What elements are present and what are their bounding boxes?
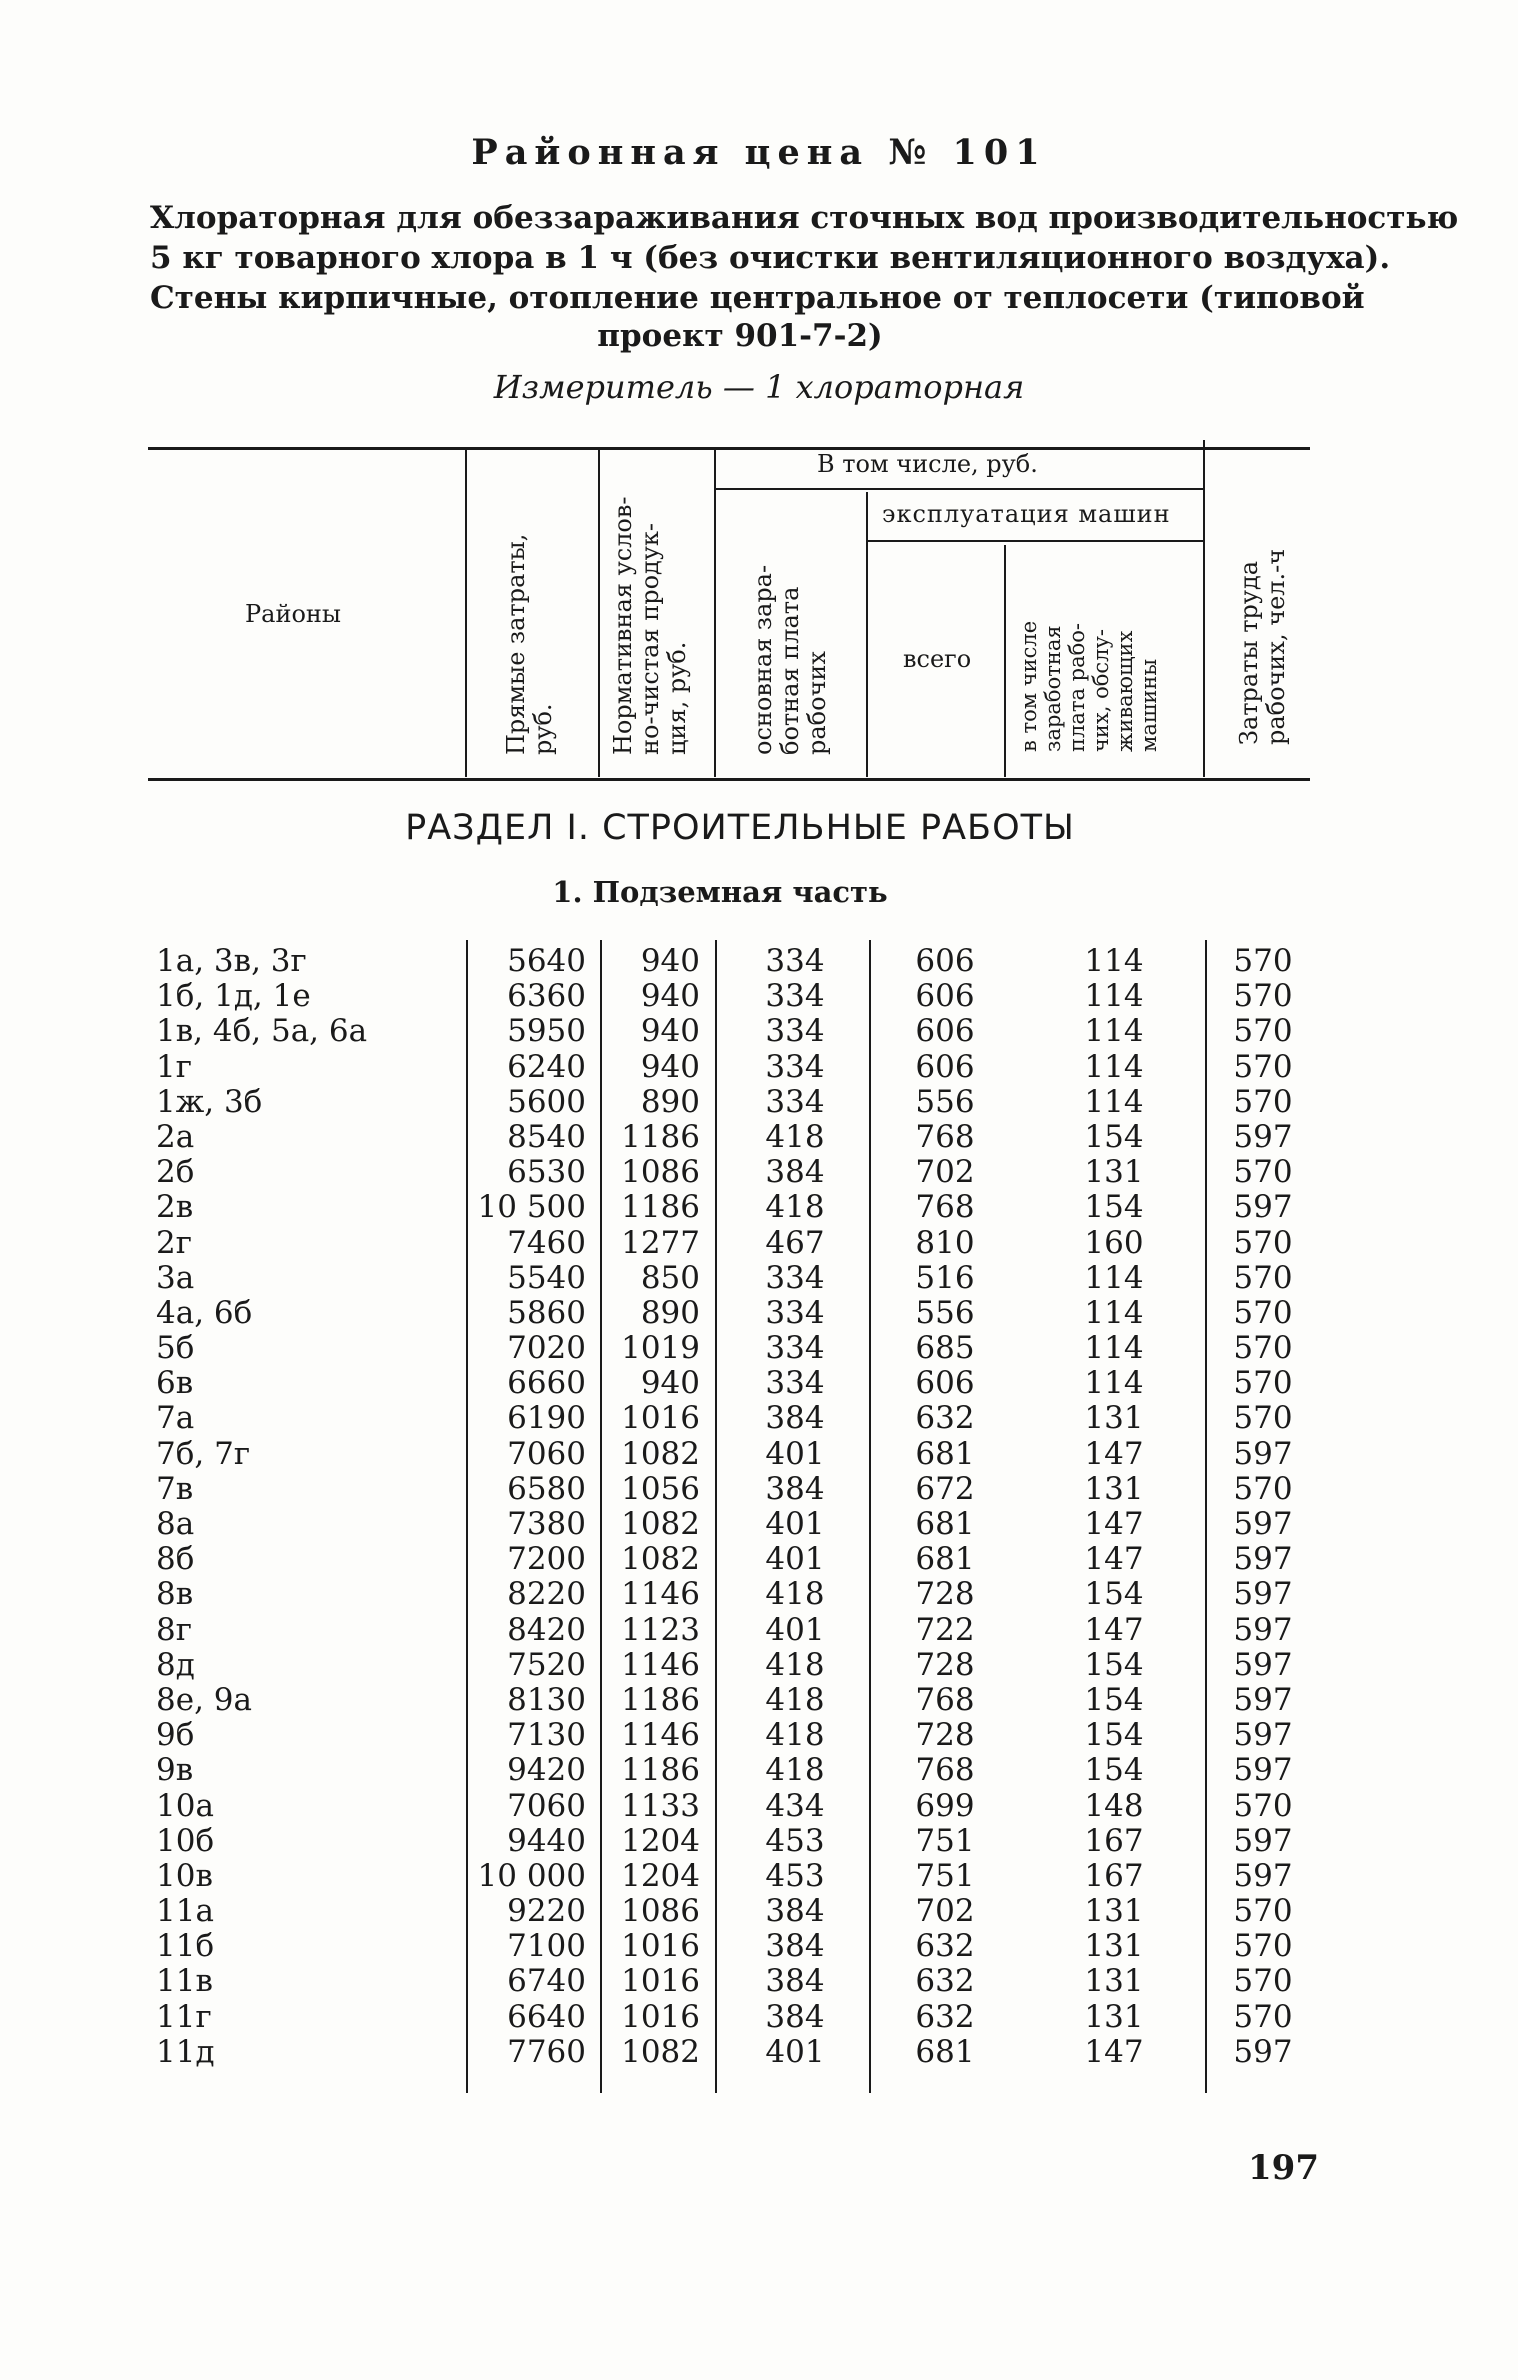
value-cell: 147 <box>1084 1611 1144 1648</box>
region-cell: 1ж, 3б <box>156 1083 263 1120</box>
title-line-2: 5 кг товарного хлора в 1 ч (без очистки вентиляционного воздуха). <box>150 240 1391 276</box>
table-row <box>0 1964 1518 1999</box>
value-cell: 570 <box>1233 1365 1293 1402</box>
value-cell: 1146 <box>621 1576 700 1613</box>
value-cell: 334 <box>765 1365 825 1402</box>
value-cell: 940 <box>640 978 700 1015</box>
table-row <box>0 1226 1518 1261</box>
table-row <box>0 2035 1518 2070</box>
value-cell: 401 <box>765 2033 825 2070</box>
value-cell: 114 <box>1084 1365 1144 1402</box>
value-cell: 570 <box>1233 1470 1293 1507</box>
column-header-regions: Районы <box>245 600 341 628</box>
value-cell: 7060 <box>507 1787 586 1824</box>
region-cell: 8г <box>156 1611 192 1648</box>
table-row <box>0 1190 1518 1225</box>
value-cell: 154 <box>1084 1118 1144 1155</box>
value-cell: 154 <box>1084 1189 1144 1226</box>
value-cell: 1186 <box>621 1118 700 1155</box>
table-row <box>0 1296 1518 1331</box>
region-cell: 8д <box>156 1646 195 1683</box>
table-row <box>0 1401 1518 1436</box>
value-cell: 597 <box>1233 1611 1293 1648</box>
value-cell: 681 <box>915 1435 975 1472</box>
value-cell: 570 <box>1233 1013 1293 1050</box>
value-cell: 6580 <box>507 1470 586 1507</box>
value-cell: 6660 <box>507 1365 586 1402</box>
table-row <box>0 1648 1518 1683</box>
header-divider <box>1004 545 1006 777</box>
value-cell: 418 <box>765 1189 825 1226</box>
region-cell: 9б <box>156 1717 195 1754</box>
value-cell: 7760 <box>507 2033 586 2070</box>
value-cell: 1186 <box>621 1752 700 1789</box>
value-cell: 9440 <box>507 1822 586 1859</box>
value-cell: 890 <box>640 1083 700 1120</box>
value-cell: 570 <box>1233 1330 1293 1367</box>
value-cell: 570 <box>1233 1400 1293 1437</box>
value-cell: 1082 <box>621 2033 700 2070</box>
value-cell: 154 <box>1084 1646 1144 1683</box>
group-header-machine-operation: эксплуатация машин <box>882 500 1171 528</box>
value-cell: 7460 <box>507 1224 586 1261</box>
value-cell: 1019 <box>621 1330 700 1367</box>
section-title: РАЗДЕЛ I. СТРОИТЕЛЬНЫЕ РАБОТЫ <box>405 808 1075 848</box>
table-row <box>0 1859 1518 1894</box>
region-cell: 8е, 9а <box>156 1681 252 1718</box>
value-cell: 7100 <box>507 1928 586 1965</box>
table-row <box>0 1331 1518 1366</box>
value-cell: 606 <box>915 1013 975 1050</box>
table-row <box>0 1085 1518 1120</box>
value-cell: 453 <box>765 1857 825 1894</box>
region-cell: 7а <box>156 1400 195 1437</box>
value-cell: 114 <box>1084 1330 1144 1367</box>
value-cell: 606 <box>915 1365 975 1402</box>
table-row <box>0 1507 1518 1542</box>
table-row <box>0 1929 1518 1964</box>
value-cell: 6190 <box>507 1400 586 1437</box>
value-cell: 597 <box>1233 1857 1293 1894</box>
value-cell: 5950 <box>507 1013 586 1050</box>
region-cell: 1в, 4б, 5а, 6а <box>156 1013 368 1050</box>
value-cell: 384 <box>765 1963 825 2000</box>
value-cell: 8130 <box>507 1681 586 1718</box>
value-cell: 597 <box>1233 2033 1293 2070</box>
table-row <box>0 1120 1518 1155</box>
value-cell: 6240 <box>507 1048 586 1085</box>
value-cell: 418 <box>765 1752 825 1789</box>
value-cell: 154 <box>1084 1752 1144 1789</box>
value-cell: 114 <box>1084 1013 1144 1050</box>
value-cell: 597 <box>1233 1118 1293 1155</box>
region-cell: 11д <box>156 2033 215 2070</box>
region-cell: 2б <box>156 1154 195 1191</box>
column-header-labor: Затраты труда рабочих, чел.-ч <box>1235 548 1290 745</box>
region-cell: 7б, 7г <box>156 1435 251 1472</box>
value-cell: 768 <box>915 1681 975 1718</box>
value-cell: 681 <box>915 1541 975 1578</box>
value-cell: 114 <box>1084 943 1144 979</box>
table-row <box>0 2000 1518 2035</box>
value-cell: 418 <box>765 1646 825 1683</box>
value-cell: 597 <box>1233 1752 1293 1789</box>
value-cell: 401 <box>765 1611 825 1648</box>
table-row <box>0 1613 1518 1648</box>
region-cell: 8а <box>156 1506 195 1542</box>
value-cell: 1086 <box>621 1893 700 1930</box>
column-header-machine-wages: в том числе заработная плата рабо- чих, обслу- живающих машины <box>1017 620 1161 752</box>
value-cell: 570 <box>1233 1048 1293 1085</box>
value-cell: 7380 <box>507 1506 586 1542</box>
value-cell: 384 <box>765 1470 825 1507</box>
value-cell: 1082 <box>621 1506 700 1542</box>
value-cell: 556 <box>915 1083 975 1120</box>
value-cell: 606 <box>915 1048 975 1085</box>
table-row <box>0 1542 1518 1577</box>
value-cell: 401 <box>765 1506 825 1542</box>
value-cell: 1186 <box>621 1189 700 1226</box>
value-cell: 148 <box>1084 1787 1144 1824</box>
value-cell: 850 <box>640 1259 700 1296</box>
value-cell: 570 <box>1233 1998 1293 2035</box>
table-row <box>0 1050 1518 1085</box>
value-cell: 570 <box>1233 1083 1293 1120</box>
table-row <box>0 1014 1518 1049</box>
value-cell: 131 <box>1084 1893 1144 1930</box>
value-cell: 699 <box>915 1787 975 1824</box>
value-cell: 131 <box>1084 1154 1144 1191</box>
value-cell: 606 <box>915 978 975 1015</box>
table-row <box>0 1753 1518 1788</box>
value-cell: 384 <box>765 1893 825 1930</box>
value-cell: 384 <box>765 1400 825 1437</box>
value-cell: 570 <box>1233 943 1293 979</box>
value-cell: 597 <box>1233 1717 1293 1754</box>
value-cell: 384 <box>765 1154 825 1191</box>
value-cell: 597 <box>1233 1506 1293 1542</box>
column-header-normative-output: Нормативная услов- но-чистая продук- ция, руб. <box>609 496 691 755</box>
table-row <box>0 1789 1518 1824</box>
value-cell: 5640 <box>507 943 586 979</box>
value-cell: 167 <box>1084 1857 1144 1894</box>
value-cell: 728 <box>915 1576 975 1613</box>
value-cell: 418 <box>765 1118 825 1155</box>
value-cell: 751 <box>915 1857 975 1894</box>
value-cell: 7060 <box>507 1435 586 1472</box>
value-cell: 10 500 <box>477 1189 586 1226</box>
value-cell: 6640 <box>507 1998 586 2035</box>
value-cell: 597 <box>1233 1435 1293 1472</box>
value-cell: 597 <box>1233 1822 1293 1859</box>
table-row <box>0 1155 1518 1190</box>
value-cell: 1204 <box>621 1857 700 1894</box>
value-cell: 810 <box>915 1224 975 1261</box>
value-cell: 940 <box>640 1365 700 1402</box>
value-cell: 334 <box>765 1330 825 1367</box>
page-number: 197 <box>1248 2148 1319 2188</box>
value-cell: 160 <box>1084 1224 1144 1261</box>
title-line-3: Стены кирпичные, отопление центральное от теплосети (типовой <box>150 280 1365 316</box>
value-cell: 334 <box>765 1013 825 1050</box>
value-cell: 7130 <box>507 1717 586 1754</box>
value-cell: 131 <box>1084 1998 1144 2035</box>
value-cell: 570 <box>1233 1893 1293 1930</box>
value-cell: 1016 <box>621 1998 700 2035</box>
value-cell: 131 <box>1084 1928 1144 1965</box>
value-cell: 114 <box>1084 1048 1144 1085</box>
value-cell: 384 <box>765 1998 825 2035</box>
header-subrule <box>714 488 1203 490</box>
table-row <box>0 1894 1518 1929</box>
value-cell: 632 <box>915 1963 975 2000</box>
region-cell: 3а <box>156 1259 195 1296</box>
group-header-including: В том числе, руб. <box>817 450 1038 478</box>
value-cell: 702 <box>915 1154 975 1191</box>
region-cell: 1а, 3в, 3г <box>156 943 307 979</box>
value-cell: 147 <box>1084 1541 1144 1578</box>
table-row <box>0 1437 1518 1472</box>
column-header-direct-costs: Прямые затраты, руб. <box>502 533 557 755</box>
value-cell: 516 <box>915 1259 975 1296</box>
measure-unit: Измеритель — 1 хлораторная <box>493 368 1025 406</box>
header-divider <box>598 447 600 777</box>
value-cell: 7520 <box>507 1646 586 1683</box>
value-cell: 632 <box>915 1400 975 1437</box>
table-row <box>0 1683 1518 1718</box>
value-cell: 418 <box>765 1681 825 1718</box>
value-cell: 131 <box>1084 1963 1144 2000</box>
header-top-rule <box>148 447 1310 450</box>
price-heading: Районная цена № 101 <box>471 132 1047 173</box>
value-cell: 570 <box>1233 1294 1293 1331</box>
value-cell: 728 <box>915 1646 975 1683</box>
subsection-title: 1. Подземная часть <box>552 875 888 909</box>
value-cell: 384 <box>765 1928 825 1965</box>
value-cell: 570 <box>1233 1224 1293 1261</box>
value-cell: 418 <box>765 1717 825 1754</box>
header-bottom-rule <box>148 778 1310 781</box>
value-cell: 1277 <box>621 1224 700 1261</box>
value-cell: 147 <box>1084 1506 1144 1542</box>
value-cell: 890 <box>640 1294 700 1331</box>
value-cell: 1186 <box>621 1681 700 1718</box>
price-table-body <box>0 944 1518 2070</box>
value-cell: 606 <box>915 943 975 979</box>
value-cell: 334 <box>765 978 825 1015</box>
value-cell: 418 <box>765 1576 825 1613</box>
value-cell: 1146 <box>621 1717 700 1754</box>
value-cell: 702 <box>915 1893 975 1930</box>
table-row <box>0 1718 1518 1753</box>
value-cell: 728 <box>915 1717 975 1754</box>
value-cell: 681 <box>915 2033 975 2070</box>
value-cell: 154 <box>1084 1576 1144 1613</box>
value-cell: 1204 <box>621 1822 700 1859</box>
title-line-1: Хлораторная для обеззараживания сточных вод производительностью <box>150 200 1459 236</box>
region-cell: 11в <box>156 1963 213 2000</box>
region-cell: 1г <box>156 1048 192 1085</box>
header-divider <box>465 447 467 777</box>
header-divider <box>866 492 868 777</box>
value-cell: 334 <box>765 943 825 979</box>
table-row <box>0 1366 1518 1401</box>
value-cell: 114 <box>1084 1083 1144 1120</box>
value-cell: 570 <box>1233 1928 1293 1965</box>
value-cell: 334 <box>765 1259 825 1296</box>
value-cell: 1016 <box>621 1928 700 1965</box>
value-cell: 8220 <box>507 1576 586 1613</box>
value-cell: 597 <box>1233 1189 1293 1226</box>
value-cell: 597 <box>1233 1646 1293 1683</box>
value-cell: 5600 <box>507 1083 586 1120</box>
value-cell: 434 <box>765 1787 825 1824</box>
value-cell: 147 <box>1084 1435 1144 1472</box>
table-row <box>0 944 1518 979</box>
value-cell: 1133 <box>621 1787 700 1824</box>
column-header-base-wages: основная зара- ботная плата рабочих <box>749 564 831 755</box>
value-cell: 8540 <box>507 1118 586 1155</box>
value-cell: 1056 <box>621 1470 700 1507</box>
region-cell: 10в <box>156 1857 213 1894</box>
value-cell: 9220 <box>507 1893 586 1930</box>
value-cell: 570 <box>1233 1787 1293 1824</box>
value-cell: 401 <box>765 1541 825 1578</box>
region-cell: 4а, 6б <box>156 1294 253 1331</box>
table-row <box>0 1824 1518 1859</box>
value-cell: 768 <box>915 1118 975 1155</box>
value-cell: 114 <box>1084 1259 1144 1296</box>
region-cell: 7в <box>156 1470 194 1507</box>
value-cell: 167 <box>1084 1822 1144 1859</box>
value-cell: 131 <box>1084 1400 1144 1437</box>
region-cell: 5б <box>156 1330 195 1367</box>
value-cell: 1016 <box>621 1400 700 1437</box>
region-cell: 10б <box>156 1822 215 1859</box>
table-row <box>0 979 1518 1014</box>
region-cell: 8в <box>156 1576 194 1613</box>
value-cell: 131 <box>1084 1470 1144 1507</box>
value-cell: 147 <box>1084 2033 1144 2070</box>
region-cell: 1б, 1д, 1е <box>156 978 311 1015</box>
value-cell: 632 <box>915 1998 975 2035</box>
region-cell: 11а <box>156 1893 214 1930</box>
value-cell: 751 <box>915 1822 975 1859</box>
value-cell: 5540 <box>507 1259 586 1296</box>
value-cell: 114 <box>1084 1294 1144 1331</box>
value-cell: 1082 <box>621 1435 700 1472</box>
value-cell: 154 <box>1084 1681 1144 1718</box>
value-cell: 632 <box>915 1928 975 1965</box>
value-cell: 5860 <box>507 1294 586 1331</box>
region-cell: 11г <box>156 1998 212 2035</box>
region-cell: 10а <box>156 1787 214 1824</box>
value-cell: 1016 <box>621 1963 700 2000</box>
value-cell: 940 <box>640 1013 700 1050</box>
value-cell: 1086 <box>621 1154 700 1191</box>
region-cell: 2в <box>156 1189 194 1226</box>
value-cell: 114 <box>1084 978 1144 1015</box>
table-row <box>0 1472 1518 1507</box>
value-cell: 8420 <box>507 1611 586 1648</box>
value-cell: 570 <box>1233 978 1293 1015</box>
value-cell: 334 <box>765 1048 825 1085</box>
region-cell: 8б <box>156 1541 195 1578</box>
value-cell: 570 <box>1233 1259 1293 1296</box>
value-cell: 556 <box>915 1294 975 1331</box>
value-cell: 334 <box>765 1083 825 1120</box>
title-line-4: проект 901-7-2) <box>597 318 883 354</box>
value-cell: 722 <box>915 1611 975 1648</box>
header-subrule <box>866 540 1203 542</box>
value-cell: 597 <box>1233 1681 1293 1718</box>
value-cell: 597 <box>1233 1541 1293 1578</box>
value-cell: 7020 <box>507 1330 586 1367</box>
value-cell: 685 <box>915 1330 975 1367</box>
table-row <box>0 1577 1518 1612</box>
value-cell: 7200 <box>507 1541 586 1578</box>
value-cell: 6530 <box>507 1154 586 1191</box>
header-divider <box>1203 440 1205 777</box>
value-cell: 570 <box>1233 1154 1293 1191</box>
region-cell: 9в <box>156 1752 194 1789</box>
value-cell: 940 <box>640 1048 700 1085</box>
value-cell: 334 <box>765 1294 825 1331</box>
region-cell: 6в <box>156 1365 194 1402</box>
value-cell: 597 <box>1233 1576 1293 1613</box>
value-cell: 453 <box>765 1822 825 1859</box>
region-cell: 11б <box>156 1928 215 1965</box>
value-cell: 1146 <box>621 1646 700 1683</box>
value-cell: 681 <box>915 1506 975 1542</box>
region-cell: 2а <box>156 1118 195 1155</box>
value-cell: 940 <box>640 943 700 979</box>
value-cell: 672 <box>915 1470 975 1507</box>
value-cell: 154 <box>1084 1717 1144 1754</box>
column-header-total: всего <box>903 645 972 673</box>
value-cell: 6360 <box>507 978 586 1015</box>
value-cell: 768 <box>915 1752 975 1789</box>
value-cell: 6740 <box>507 1963 586 2000</box>
value-cell: 10 000 <box>477 1857 586 1894</box>
value-cell: 768 <box>915 1189 975 1226</box>
value-cell: 9420 <box>507 1752 586 1789</box>
value-cell: 1123 <box>621 1611 700 1648</box>
value-cell: 401 <box>765 1435 825 1472</box>
table-row <box>0 1261 1518 1296</box>
value-cell: 570 <box>1233 1963 1293 2000</box>
region-cell: 2г <box>156 1224 192 1261</box>
value-cell: 467 <box>765 1224 825 1261</box>
header-divider <box>714 447 716 777</box>
value-cell: 1082 <box>621 1541 700 1578</box>
